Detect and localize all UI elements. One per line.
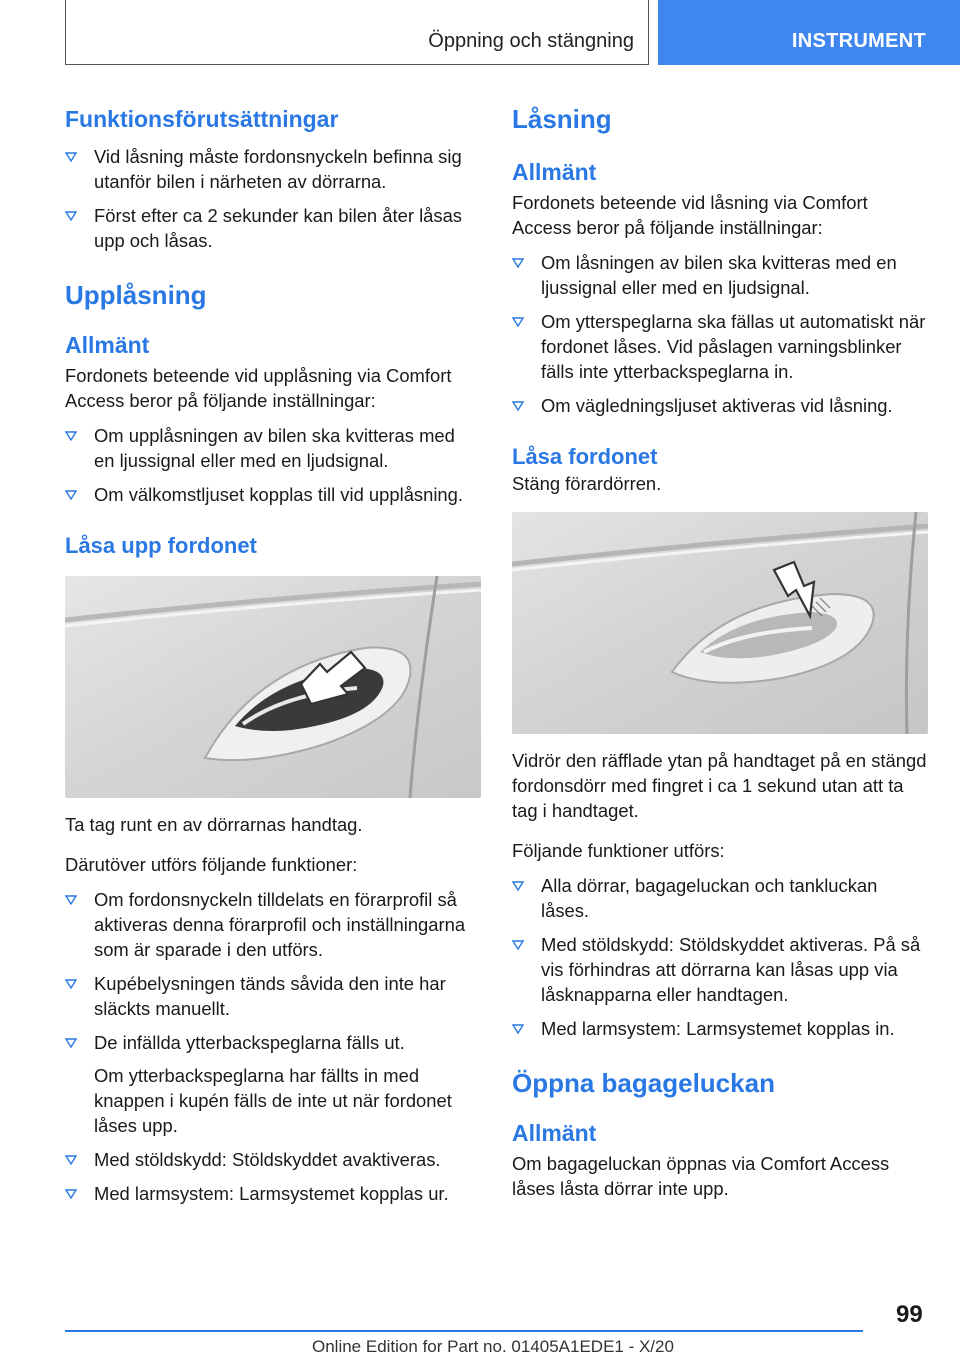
locking-settings-list — [512, 250, 928, 418]
triangle-bullet-icon — [65, 211, 77, 221]
heading-trunk-general: Allmänt — [512, 1120, 597, 1146]
heading-unlocking-general: Allmänt — [65, 332, 150, 358]
unlocking-settings-list — [65, 423, 479, 507]
heading-locking-general: Allmänt — [512, 159, 597, 185]
heading-prerequisites: Funktionsförutsättningar — [65, 106, 339, 132]
right-column — [512, 100, 928, 1201]
triangle-bullet-icon — [65, 431, 77, 441]
lock-functions-list — [512, 873, 928, 1041]
header-chapter-tab — [658, 0, 960, 65]
prerequisites-list — [65, 144, 479, 253]
triangle-bullet-icon — [512, 881, 524, 891]
lock-functions-intro: Följande funktioner utförs: — [512, 840, 725, 861]
list-item: Med larmsystem: Larmsystemet kopplas in. — [512, 1016, 928, 1041]
unlock-functions-list — [65, 887, 479, 1206]
door-handle-unlock-photo — [65, 576, 481, 798]
list-item: Med stöldskydd: Stöldskyddet aktiveras. På så vis förhindras att dörrarna kan låsas upp via låsknapparna eller handtagen. — [512, 932, 928, 1007]
heading-lock-vehicle: Låsa fordonet — [512, 444, 658, 469]
list-item: Vid låsning måste fordonsnyckeln befinna sig utanför bilen i närheten av dörrarna. — [65, 144, 479, 194]
list-item: Kupébelysningen tänds såvida den inte har släckts manuellt. — [65, 971, 479, 1021]
locking-general-text: Fordonets beteende vid låsning via Comfort Access beror på följande inställningar: — [512, 192, 868, 238]
unlock-caption: Ta tag runt en av dörrarnas handtag. — [65, 814, 363, 835]
list-item: Om upplåsningen av bilen ska kvitteras med en ljussignal eller med en ljudsignal. — [65, 423, 479, 473]
triangle-bullet-icon — [65, 1189, 77, 1199]
header-section-title: Öppning och stängning — [428, 30, 634, 52]
triangle-bullet-icon — [512, 317, 524, 327]
page-number: 99 — [896, 1301, 923, 1328]
door-handle-lock-photo — [512, 512, 928, 734]
additional-functions-intro: Därutöver utförs följande funktioner: — [65, 854, 358, 875]
left-column — [65, 100, 479, 1206]
triangle-bullet-icon — [512, 940, 524, 950]
trunk-general-text: Om bagageluckan öppnas via Comfort Access låses låsta dörrar inte upp. — [512, 1153, 890, 1199]
triangle-bullet-icon — [65, 490, 77, 500]
header-chapter-title: INSTRUMENT — [791, 30, 926, 52]
triangle-bullet-icon — [65, 1038, 77, 1048]
list-item: Om fordonsnyckeln tilldelats en förarprofil så aktiveras denna förarprofil och inställningarna som är sparade i den utförs. — [65, 887, 479, 962]
lock-instruction: Stäng förardörren. — [512, 473, 662, 494]
footer-rule — [65, 1330, 863, 1332]
header-section-tab — [65, 0, 649, 65]
lock-caption: Vidrör den räfflade ytan på handtaget på en stängd fordonsdörr med fingret i ca 1 sekund utan att ta tag i handtaget. — [512, 750, 927, 821]
triangle-bullet-icon — [65, 1155, 77, 1165]
triangle-bullet-icon — [512, 258, 524, 268]
mirror-note: Om ytterbackspeglarna har fällts in med knappen i kupén fälls de inte ut när fordonet låses upp. — [94, 1065, 452, 1136]
list-item: De infällda ytterbackspeglarna fälls ut. Om ytterbackspeglarna har fällts in med knappen i kupén fälls de inte ut när fordonet låses upp. — [65, 1030, 479, 1138]
footer-edition-text: Online Edition for Part no. 01405A1EDE1 - X/20 — [312, 1337, 674, 1356]
list-item: Alla dörrar, bagageluckan och tankluckan låses. — [512, 873, 928, 923]
heading-unlocking: Upplåsning — [65, 280, 207, 310]
heading-unlock-vehicle: Låsa upp fordonet — [65, 533, 257, 558]
list-item: Först efter ca 2 sekunder kan bilen åter låsas upp och låsas. — [65, 203, 479, 253]
heading-locking: Låsning — [512, 104, 612, 134]
list-item: Om ytterspeglarna ska fällas ut automatiskt när fordonet låses. Vid påslagen varningsblinker fälls inte ytterbackspeglarna in. — [512, 309, 928, 384]
list-item: Om välkomstljuset kopplas till vid upplåsning. — [65, 482, 479, 507]
triangle-bullet-icon — [512, 1024, 524, 1034]
triangle-bullet-icon — [65, 979, 77, 989]
triangle-bullet-icon — [65, 152, 77, 162]
list-item: Om vägledningsljuset aktiveras vid låsning. — [512, 393, 928, 418]
list-item: Om låsningen av bilen ska kvitteras med en ljussignal eller med en ljudsignal. — [512, 250, 928, 300]
unlocking-general-text: Fordonets beteende vid upplåsning via Comfort Access beror på följande inställningar: — [65, 365, 452, 411]
list-item: Med stöldskydd: Stöldskyddet avaktiveras. — [65, 1147, 479, 1172]
list-item: Med larmsystem: Larmsystemet kopplas ur. — [65, 1181, 479, 1206]
heading-open-trunk: Öppna bagageluckan — [512, 1068, 775, 1098]
triangle-bullet-icon — [65, 895, 77, 905]
triangle-bullet-icon — [512, 401, 524, 411]
